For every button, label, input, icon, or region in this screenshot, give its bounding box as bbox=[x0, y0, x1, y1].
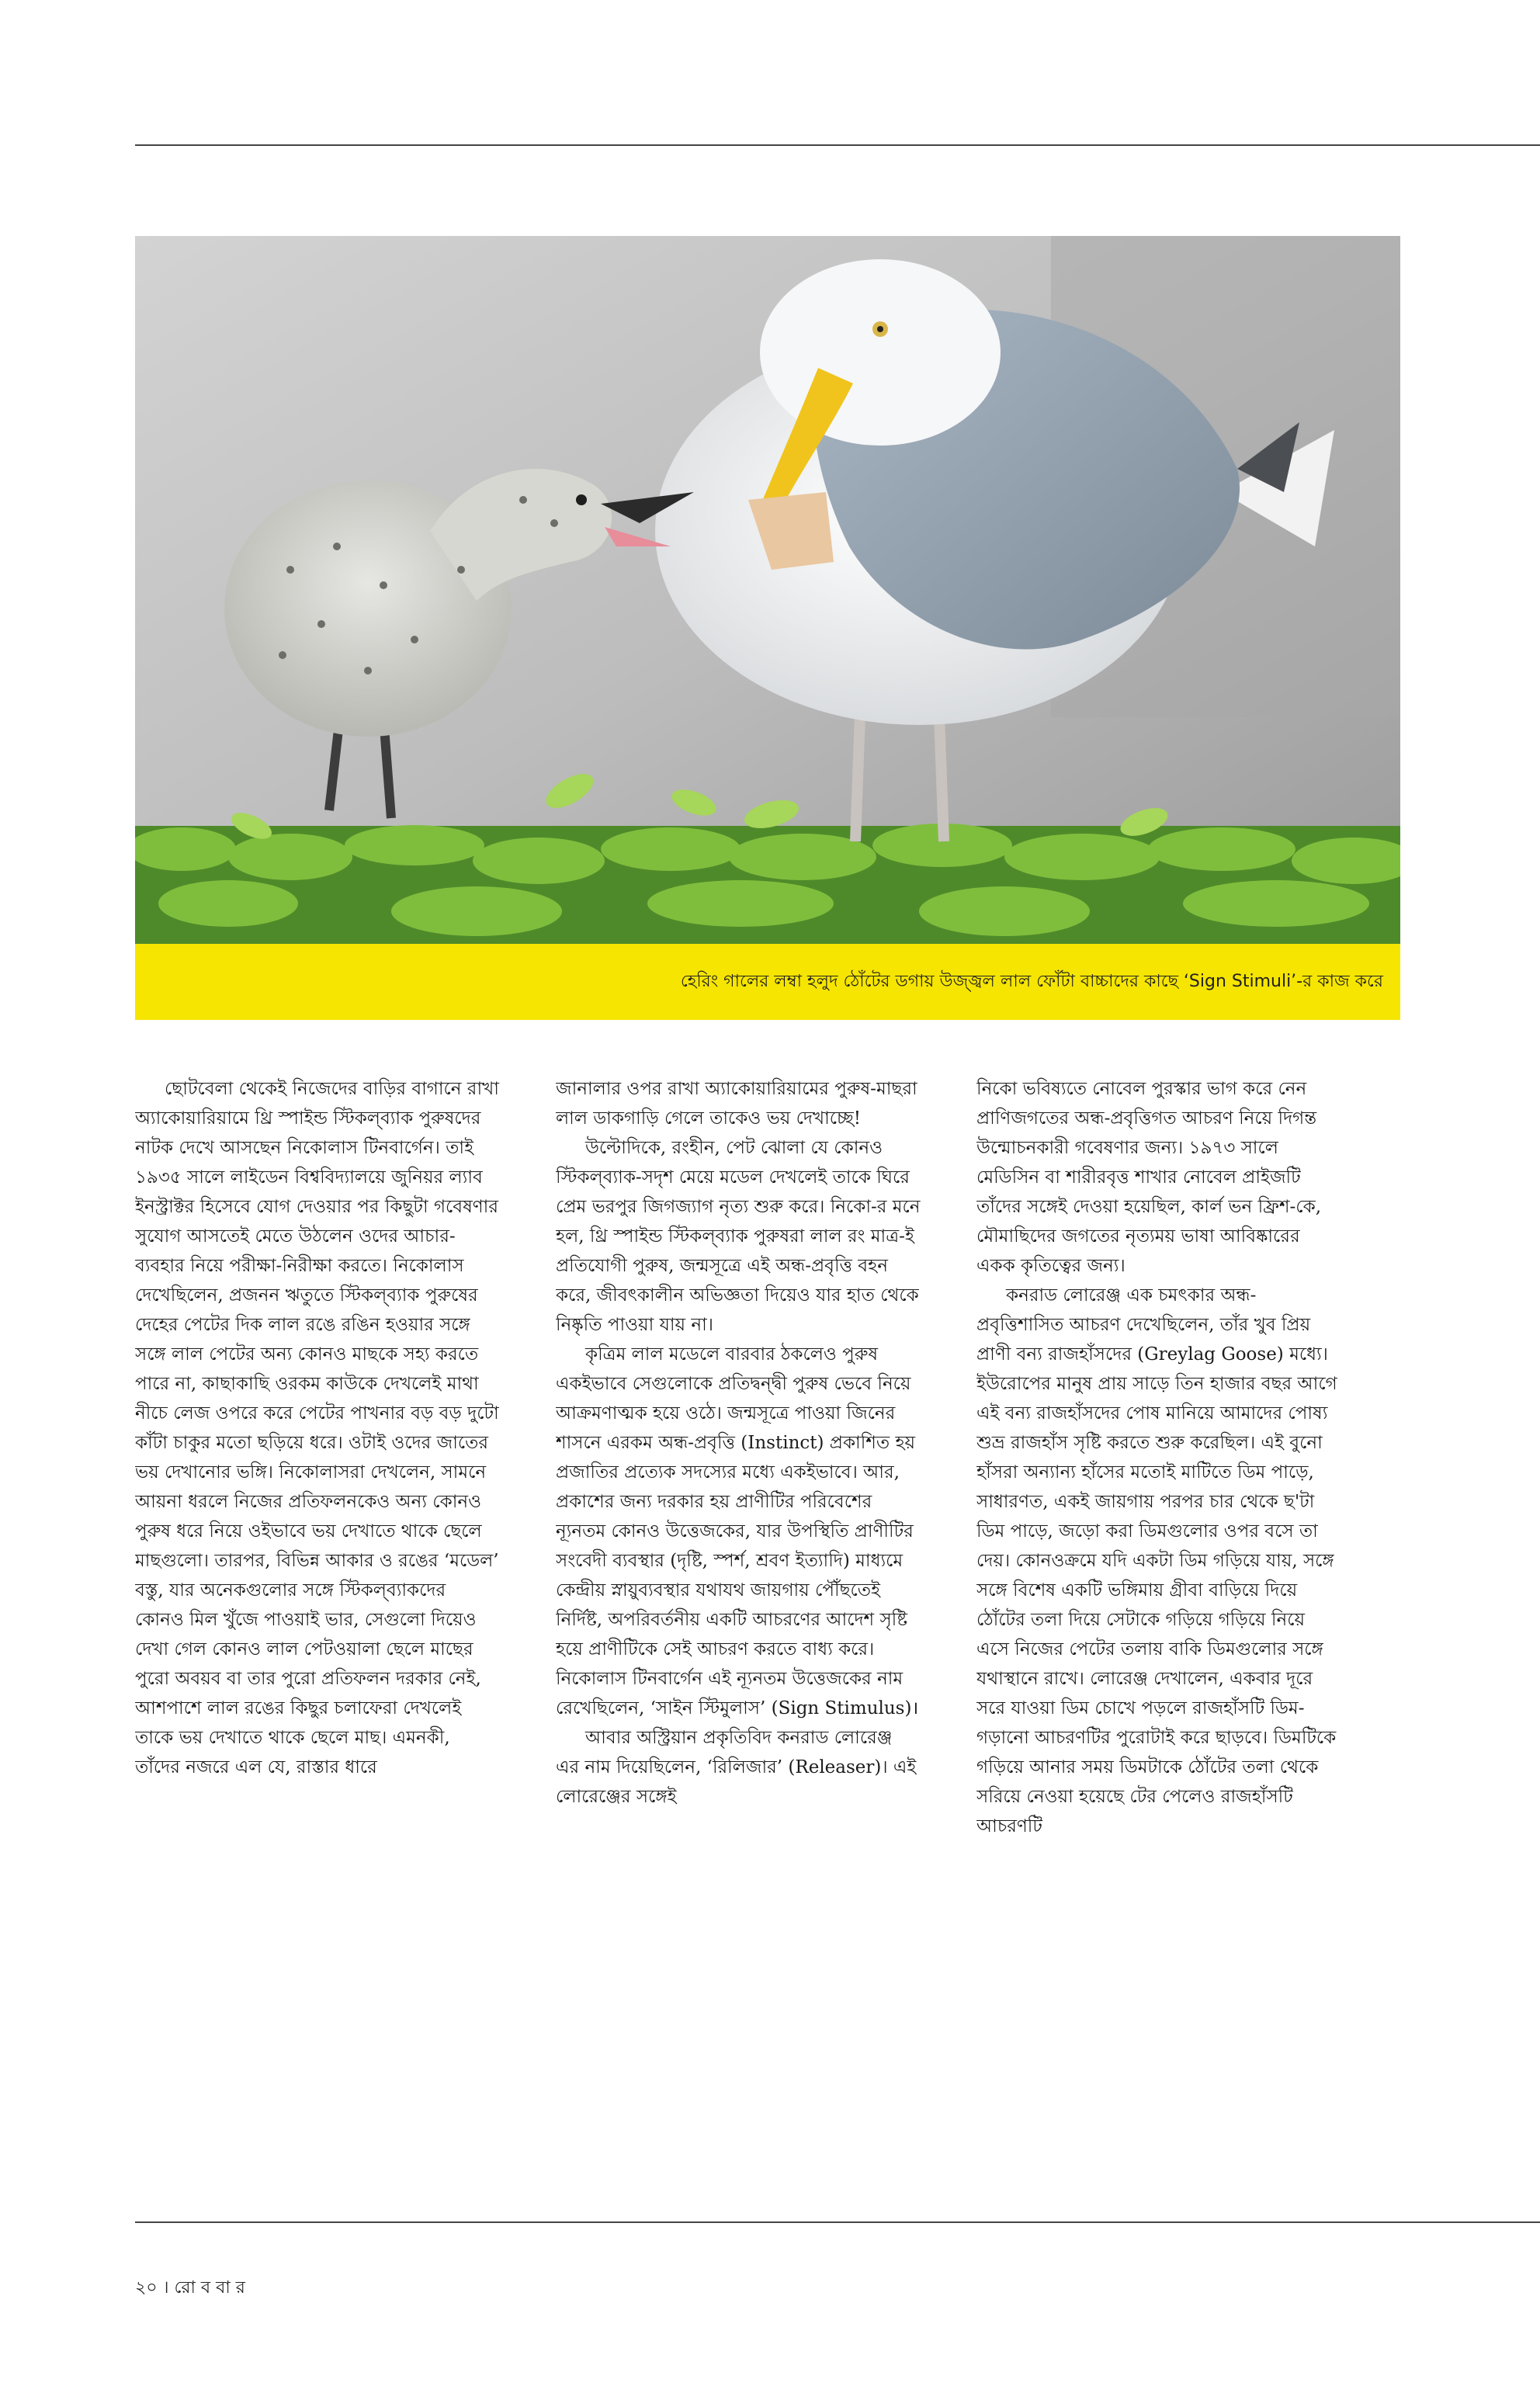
page-number: ২০ bbox=[135, 2278, 158, 2298]
footer-separator: । bbox=[162, 2278, 169, 2298]
paragraph: আবার অস্ট্রিয়ান প্রকৃতিবিদ কনরাড লোরেঞ্জ এর নাম দিয়েছিলেন, ‘রিলিজার’ (Releaser)। এই লোরেঞ্জের সঙ্গেই bbox=[556, 1728, 917, 1807]
article-column-2 bbox=[556, 1074, 921, 2200]
paragraph: ছোটবেলা থেকেই নিজেদের বাড়ির বাগানে রাখা অ্যাকোয়ারিয়ামে থ্রি স্পাইন্ড স্টিকল্‌ব্যাক পুরুষদের নাটক দেখে আসছেন নিকোলাস টিনবার্গেন। তাই ১৯৩৫ সালে লাইডেন বিশ্ববিদ্যালয়ে জুনিয়র ল্যাব ইনস্ট্রাক্টর হিসেবে যোগ দেওয়ার পর কিছুটা গবেষণার সুযোগ আসতেই মেতে উঠলেন ওদের আচার-ব্যবহার নিয়ে পরীক্ষা-নিরীক্ষা করতে। নিকোলাস দেখেছিলেন, প্রজনন ঋতুতে স্টিকল্‌ব্যাক পুরুষের দেহের পেটের দিক লাল রঙে রঙিন হওয়ার সঙ্গে সঙ্গে লাল পেটের অন্য কোনও মাছকে সহ্য করতে পারে না, কাছাকাছি ওরকম কাউকে দেখলেই মাথা নীচে লেজ ওপরে করে পেটের পাখনার বড় বড় দুটো কাঁটা চাকুর মতো ছড়িয়ে ধরে। ওটাই ওদের জাতের ভয় দেখানোর ভঙ্গি। নিকোলাসরা দেখলেন, সামনে আয়না ধরলে নিজের প্রতিফলনকেও অন্য কোনও পুরুষ ধরে নিয়ে ওইভাবে ভয় দেখাতে থাকে ছেলে মাছগুলো। তারপর, বিভিন্ন আকার ও রঙের ‘মডেল’ বস্তু, যার অনেকগুলোর সঙ্গে স্টিকল্‌ব্যাকদের কোনও মিল খুঁজে পাওয়াই ভার, সেগুলো দিয়েও দেখা গেল কোনও লাল পেটওয়ালা ছেলে মাছের পুরো অবয়ব বা তার পুরো প্রতিফলন দরকার নেই, আশপাশে লাল রঙের কিছুর চলাফেরা দেখলেই তাকে ভয় দেখাতে থাকে ছেলে মাছ। এমনকী, তাঁদের নজরে এল যে, রাস্তার ধারে bbox=[135, 1079, 499, 1777]
paragraph: নিকো ভবিষ্যতে নোবেল পুরস্কার ভাগ করে নেন প্রাণিজগতের অন্ধ-প্রবৃত্তিগত আচরণ নিয়ে দিগন্ত উন্মোচনকারী গবেষণার জন্য। ১৯৭৩ সালে মেডিসিন বা শারীরবৃত্ত শাখার নোবেল প্রাইজটি তাঁদের সঙ্গেই দেওয়া হয়েছিল, কার্ল ভন ফ্রিশ-কে, মৌমাছিদের জগতের নৃত্যময় ভাষা আবিষ্কারের একক কৃতিত্বের জন্য। bbox=[976, 1079, 1322, 1276]
page-footer bbox=[135, 2274, 245, 2303]
article-photo bbox=[135, 236, 1400, 944]
article-column-1 bbox=[135, 1074, 500, 2200]
herring-gull-feeding-chick-illustration bbox=[135, 236, 1400, 944]
paragraph: উল্টোদিকে, রংহীন, পেট ঝোলা যে কোনও স্টিকল্‌ব্যাক-সদৃশ মেয়ে মডেল দেখলেই তাকে ঘিরে প্রেম ভরপুর জিগজ্যাগ নৃত্য শুরু করে। নিকো-র মনে হল, থ্রি স্পাইন্ড স্টিকল্‌ব্যাক পুরুষরা লাল রং মাত্র-ই প্রতিযোগী পুরুষ, জন্মসূত্রে এই অন্ধ-প্রবৃত্তি বহন করে, জীবৎকালীন অভিজ্ঞতা দিয়েও যার হাত থেকে নিষ্কৃতি পাওয়া যায় না। bbox=[556, 1138, 921, 1335]
photo-caption bbox=[135, 944, 1400, 1020]
photo-caption-text: হেরিং গালের লম্বা হলুদ ঠোঁটের ডগায় উজ্জ্বল লাল ফোঁটা বাচ্চাদের কাছে ‘Sign Stimuli’-র কাজ করে bbox=[680, 971, 1383, 991]
paragraph: জানালার ওপর রাখা অ্যাকোয়ারিয়ামের পুরুষ-মাছরা লাল ডাকগাড়ি গেলে তাকেও ভয় দেখাচ্ছে! bbox=[556, 1079, 917, 1129]
paragraph: কনরাড লোরেঞ্জ এক চমৎকার অন্ধ-প্রবৃত্তিশাসিত আচরণ দেখেছিলেন, তাঁর খুব প্রিয় প্রাণী বন্য রাজহাঁসদের (Greylag Goose) মধ্যে। ইউরোপের মানুষ প্রায় সাড়ে তিন হাজার বছর আগে এই বন্য রাজহাঁসদের পোষ মানিয়ে আমাদের পোষ্য শুভ্র রাজহাঁস সৃষ্টি করতে শুরু করেছিল। এই বুনো হাঁসরা অন্যান্য হাঁসের মতোই মাটিতে ডিম পাড়ে, সাধারণত, একই জায়গায় পরপর চার থেকে ছ'টা ডিম পাড়ে, জড়ো করা ডিমগুলোর ওপর বসে তা দেয়। কোনওক্রমে যদি একটা ডিম গড়িয়ে যায়, সঙ্গে সঙ্গে বিশেষ একটি ভঙ্গিমায় গ্রীবা বাড়িয়ে দিয়ে ঠোঁটের তলা দিয়ে সেটাকে গড়িয়ে গড়িয়ে নিয়ে এসে নিজের পেটের তলায় বাকি ডিমগুলোর সঙ্গে যথাস্থানে রাখে। লোরেঞ্জ দেখালেন, একবার দূরে সরে যাওয়া ডিম চোখে পড়লে রাজহাঁসটি ডিম-গড়ানো আচরণটির পুরোটাই করে ছাড়বে। ডিমটিকে গড়িয়ে আনার সময় ডিমটাকে ঠোঁটের তলা থেকে সরিয়ে নেওয়া হয়েছে টের পেলেও রাজহাঁসটি আচরণটি bbox=[976, 1285, 1337, 1836]
article-column-3 bbox=[976, 1074, 1341, 2200]
footer-rule bbox=[135, 2221, 1540, 2223]
header-rule bbox=[135, 144, 1540, 146]
magazine-name: রো ব বা র bbox=[174, 2278, 245, 2298]
paragraph: কৃত্রিম লাল মডেলে বারবার ঠকলেও পুরুষ একইভাবে সেগুলোকে প্রতিদ্বন্দ্বী পুরুষ ভেবে নিয়ে আক্রমণাত্মক হয়ে ওঠে। জন্মসূত্রে পাওয়া জিনের শাসনে এরকম অন্ধ-প্রবৃত্তি (Instinct) প্রকাশিত হয় প্রজাতির প্রত্যেক সদস্যের মধ্যে একইভাবে। আর, প্রকাশের জন্য দরকার হয় প্রাণীটির পরিবেশের ন্যূনতম কোনও উত্তেজকের, যার উপস্থিতি প্রাণীটির সংবেদী ব্যবস্থার (দৃষ্টি, স্পর্শ, শ্রবণ ইত্যাদি) মাধ্যমে কেন্দ্রীয় স্নায়ুব্যবস্থার যথাযথ জায়গায় পৌঁছতেই নির্দিষ্ট, অপরিবর্তনীয় একটি আচরণের আদেশ সৃষ্টি হয়ে প্রাণীটিকে সেই আচরণ করতে বাধ্য করে। নিকোলাস টিনবার্গেন এই ন্যূনতম উত্তেজকের নাম রেখেছিলেন, ‘সাইন স্টিমুলাস’ (Sign Stimulus)। bbox=[556, 1344, 919, 1718]
